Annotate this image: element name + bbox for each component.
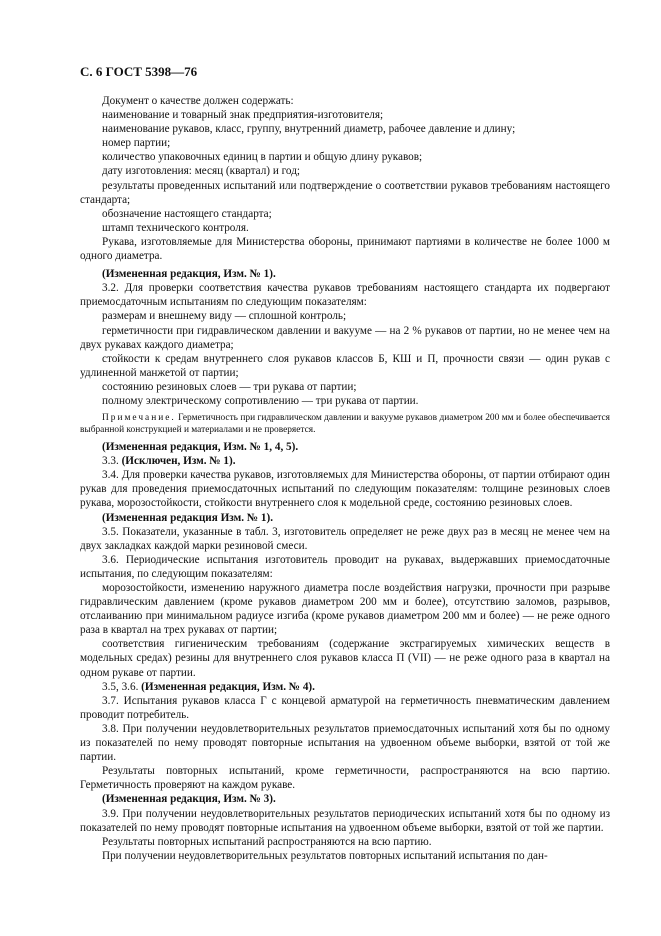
paragraph: 3.6. Периодические испытания изготовитель проводит на рукавах, выдержавших приемосдаточные испытания, по следующим показателям:	[80, 553, 610, 580]
paragraph: 3.9. При получении неудовлетворительных результатов периодических испытаний хотя бы по одному из показателей по нему проводят повторные испытания на удвоенном объеме выборки, взятой от той же партии.	[80, 807, 610, 834]
paragraph: соответствия гигиеническим требованиям (содержание экстрагируемых химических веществ в модельных средах) резины для внутреннего слоя рукавов класса П (VII) — не реже одного раза в квартал на одном рукаве от партии.	[80, 638, 610, 679]
paragraph: полному электрическому сопротивлению — три рукава от партии.	[102, 394, 419, 407]
paragraph: размерам и внешнему виду — сплошной контроль;	[102, 310, 347, 323]
paragraph: 3.3. (Исключен, Изм. № 1).	[102, 455, 236, 468]
page-header: С. 6 ГОСТ 5398—76	[80, 64, 198, 79]
paragraph: герметичности при гидравлическом давлении и вакууме — на 2 % рукавов от партии, но не менее чем на двух рукавах каждого диаметра;	[80, 324, 610, 351]
paragraph: 3.5. Показатели, указанные в табл. 3, изготовитель определяет не реже двух раз в месяц не менее чем на двух закладках каждой марки резиновой смеси.	[80, 525, 610, 552]
document-body	[80, 94, 610, 863]
paragraph: 3.4. Для проверки качества рукавов, изготовляемых для Министерства обороны, от партии отбирают один рукав для проведения приемосдаточных испытаний по следующим показателям: толщине резиновых слоев рукава, морозостойкости, стойкости внутреннего слоя к модельной среде, состоянию резиновых слоев.	[80, 469, 610, 510]
paragraph: 3.7. Испытания рукавов класса Г с концевой арматурой на герметичность пневматическим давлением проводит потребитель.	[80, 694, 610, 721]
revision-note: (Измененная редакция, Изм. № 3).	[102, 793, 276, 806]
paragraph: Результаты повторных испытаний распространяются на всю партию.	[102, 835, 432, 848]
paragraph: обозначение настоящего стандарта;	[102, 207, 272, 220]
paragraph: номер партии;	[102, 137, 171, 150]
paragraph: При получении неудовлетворительных результатов повторных испытаний испытания по дан-	[102, 849, 548, 862]
paragraph: состоянию резиновых слоев — три рукава от партии;	[102, 380, 357, 393]
paragraph: наименование рукавов, класс, группу, внутренний диаметр, рабочее давление и длину;	[102, 123, 516, 136]
revision-note: (Измененная редакция, Изм. № 1).	[102, 268, 276, 281]
paragraph: дату изготовления: месяц (квартал) и год;	[102, 165, 300, 178]
paragraph: Результаты повторных испытаний, кроме герметичности, распространяются на всю партию. Герметичность проверяют на каждом рукаве.	[80, 765, 610, 792]
paragraph: результаты проведенных испытаний или подтверждение о соответствии рукавов требованиям настоящего стандарта;	[80, 179, 610, 206]
paragraph: количество упаковочных единиц в партии и общую длину рукавов;	[102, 151, 423, 164]
paragraph: Рукава, изготовляемые для Министерства обороны, принимают партиями в количестве не более 1000 м одного диаметра.	[80, 235, 610, 263]
note-label: Примечание.	[102, 413, 176, 424]
paragraph: морозостойкости, изменению наружного диаметра после воздействия нагрузки, прочности при разрыве гидравлическим давлением (кроме рукавов диаметром 200 мм и более), отсутствию заломов, разрывов, отслаиванию при минимальном радиусе изгиба (кроме рукавов диаметром 200 мм и более) — не реже одного раза в квартал на трех рукавах от партии;	[80, 582, 610, 637]
paragraph: 3.5, 3.6. (Измененная редакция, Изм. № 4).	[102, 680, 315, 693]
paragraph: Документ о качестве должен содержать:	[102, 95, 294, 107]
paragraph: 3.8. При получении неудовлетворительных результатов приемосдаточных испытаний хотя бы по одному из показателей по нему проводят повторные испытания на удвоенном объеме выборки, взятой от той же партии.	[80, 722, 610, 764]
note-text: Герметичность при гидравлическом давлении и вакууме рукавов диаметром 200 мм и более обеспечивается выбранной конструкцией и материалами и не проверяется.	[80, 413, 610, 436]
revision-note: (Измененная редакция Изм. № 1).	[102, 511, 273, 524]
revision-note: (Измененная редакция, Изм. № 1, 4, 5).	[102, 441, 299, 454]
note	[80, 412, 610, 436]
paragraph: наименование и товарный знак предприятия-изготовителя;	[102, 109, 384, 122]
paragraph: штамп технического контроля.	[102, 221, 249, 234]
paragraph: стойкости к средам внутреннего слоя рукавов классов Б, КШ и П, прочности связи — один рукав с удлиненной манжетой от партии;	[80, 352, 610, 379]
paragraph: 3.2. Для проверки соответствия качества рукавов требованиям настоящего стандарта их подвергают приемосдаточным испытаниям по следующим показателям:	[80, 282, 610, 309]
